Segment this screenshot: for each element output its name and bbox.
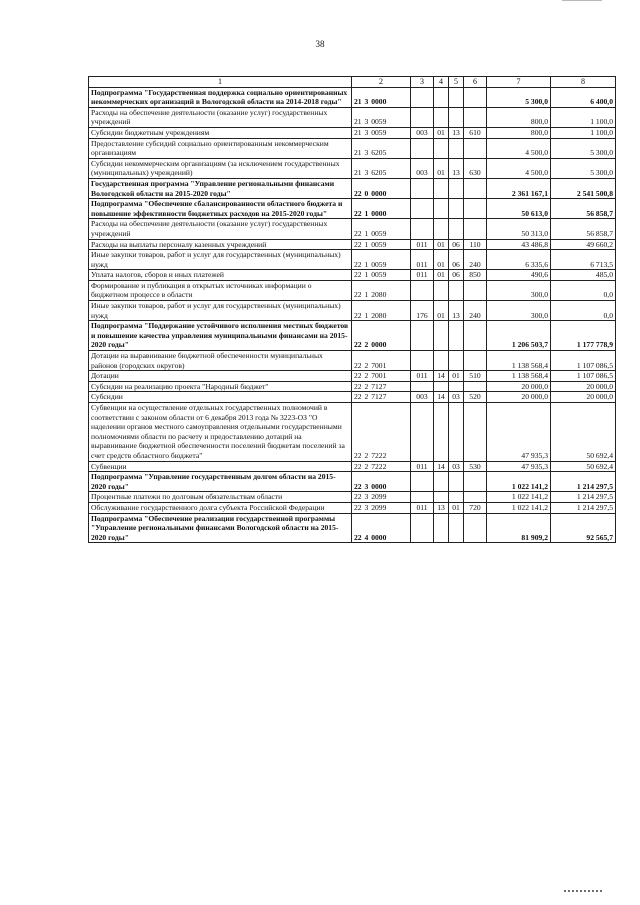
amount-2018-cell: 1 214 297,5 [551,502,616,513]
amount-2018-cell: 56 858,7 [551,199,616,219]
department-code-cell [411,492,434,503]
amount-2018-cell: 5 300,0 [551,138,616,158]
table-row [89,381,616,392]
amount-2018-cell: 1 177 778,9 [551,321,616,351]
column-header: 2 [352,77,411,88]
table-row [89,138,616,158]
amount-2017-cell: 800,0 [487,107,551,127]
expense-type-cell [464,199,487,219]
row-name-cell: Иные закупки товаров, работ и услуг для государственных (муниципальных) нужд [89,250,352,270]
amount-2018-cell: 49 660,2 [551,239,616,250]
expense-type-cell [464,280,487,300]
subsection-code-cell: 13 [449,127,464,138]
row-name-cell: Подпрограмма "Поддержание устойчивого исполнения местных бюджетов и повышение качества управления муниципальными финансами на 2015-2020 годы" [89,321,352,351]
row-name-cell: Иные закупки товаров, работ и услуг для государственных (муниципальных) нужд [89,301,352,321]
table-row [89,513,616,543]
department-code-cell [411,321,434,351]
amount-2018-cell: 0,0 [551,301,616,321]
column-header: 1 [89,77,352,88]
subsection-code-cell: 06 [449,239,464,250]
subsection-code-cell [449,513,464,543]
amount-2018-cell: 1 214 297,5 [551,472,616,492]
section-code-cell [434,492,449,503]
department-code-cell [411,87,434,107]
amount-2017-cell: 300,0 [487,280,551,300]
amount-2017-cell: 300,0 [487,301,551,321]
amount-2017-cell: 50 313,0 [487,219,551,239]
subsection-code-cell [449,107,464,127]
subsection-code-cell [449,492,464,503]
expense-type-cell [464,472,487,492]
section-code-cell: 01 [434,250,449,270]
expense-type-cell [464,178,487,198]
section-code-cell [434,472,449,492]
amount-2018-cell: 20 000,0 [551,392,616,403]
amount-2018-cell: 6 713,5 [551,250,616,270]
target-code-cell: 22 3 2099 [352,492,411,503]
target-code-cell: 22 2 0000 [352,321,411,351]
target-code-cell: 22 2 7127 [352,381,411,392]
section-code-cell [434,403,449,462]
target-code-cell: 22 3 0000 [352,472,411,492]
department-code-cell [411,138,434,158]
table-row [89,158,616,178]
amount-2017-cell: 50 613,0 [487,199,551,219]
row-name-cell: Субсидии бюджетным учреждениям [89,127,352,138]
expense-type-cell [464,219,487,239]
section-code-cell: 01 [434,158,449,178]
amount-2017-cell: 47 935,3 [487,403,551,462]
amount-2018-cell: 50 692,4 [551,461,616,472]
row-name-cell: Формирование и публикация в открытых источниках информации о бюджетном процессе в области [89,280,352,300]
target-code-cell: 22 0 0000 [352,178,411,198]
department-code-cell [411,280,434,300]
table-row [89,127,616,138]
table-row [89,270,616,281]
subsection-code-cell [449,280,464,300]
department-code-cell: 011 [411,461,434,472]
expense-type-cell: 610 [464,127,487,138]
section-code-cell [434,199,449,219]
department-code-cell: 011 [411,502,434,513]
subsection-code-cell: 06 [449,270,464,281]
subsection-code-cell [449,321,464,351]
target-code-cell: 21 3 6205 [352,158,411,178]
expense-type-cell [464,492,487,503]
expense-type-cell: 110 [464,239,487,250]
subsection-code-cell: 13 [449,158,464,178]
table-row [89,403,616,462]
section-code-cell: 14 [434,461,449,472]
section-code-cell [434,351,449,371]
amount-2017-cell: 1 022 141,2 [487,492,551,503]
target-code-cell: 22 1 2080 [352,280,411,300]
row-name-cell: Государственная программа "Управление региональными финансами Вологодской области на 2015-2020 годы" [89,178,352,198]
target-code-cell: 22 2 7127 [352,392,411,403]
table-row [89,107,616,127]
column-header: 5 [449,77,464,88]
target-code-cell: 22 1 0059 [352,219,411,239]
column-header: 8 [551,77,616,88]
column-number-row [89,77,616,88]
row-name-cell: Процентные платежи по долговым обязательствам области [89,492,352,503]
department-code-cell [411,472,434,492]
row-name-cell: Субсидии на реализацию проекта "Народный бюджет" [89,381,352,392]
table-row [89,371,616,382]
table-row [89,492,616,503]
section-code-cell [434,178,449,198]
table-row [89,280,616,300]
subsection-code-cell: 01 [449,502,464,513]
row-name-cell: Дотации на выравнивание бюджетной обеспеченности муниципальных районов (городских округов) [89,351,352,371]
row-name-cell: Подпрограмма "Обеспечение сбалансированности областного бюджета и повышение эффективности бюджетных расходов на 2015-2020 годы" [89,199,352,219]
amount-2018-cell: 1 100,0 [551,107,616,127]
amount-2018-cell: 1 100,0 [551,127,616,138]
subsection-code-cell [449,178,464,198]
amount-2018-cell: 6 400,0 [551,87,616,107]
department-code-cell: 011 [411,250,434,270]
scan-mark-bottom [564,890,602,895]
amount-2017-cell: 4 500,0 [487,138,551,158]
target-code-cell: 22 3 2099 [352,502,411,513]
row-name-cell: Уплата налогов, сборов и иных платежей [89,270,352,281]
section-code-cell [434,219,449,239]
column-header: 7 [487,77,551,88]
subsection-code-cell [449,351,464,371]
department-code-cell: 011 [411,371,434,382]
section-code-cell [434,513,449,543]
amount-2017-cell: 5 300,0 [487,87,551,107]
amount-2018-cell: 1 214 297,5 [551,492,616,503]
target-code-cell: 22 1 0059 [352,239,411,250]
row-name-cell: Расходы на обеспечение деятельности (оказание услуг) государственных учреждений [89,107,352,127]
column-header: 4 [434,77,449,88]
expense-type-cell: 850 [464,270,487,281]
expense-type-cell: 530 [464,461,487,472]
target-code-cell: 22 2 7001 [352,371,411,382]
row-name-cell: Субвенции [89,461,352,472]
target-code-cell: 21 3 0000 [352,87,411,107]
table-row [89,250,616,270]
amount-2017-cell: 43 486,8 [487,239,551,250]
department-code-cell: 003 [411,392,434,403]
expense-type-cell: 240 [464,250,487,270]
amount-2018-cell: 56 858,7 [551,219,616,239]
target-code-cell: 22 4 0000 [352,513,411,543]
subsection-code-cell: 03 [449,392,464,403]
table-row [89,219,616,239]
subsection-code-cell: 06 [449,250,464,270]
expense-type-cell: 630 [464,158,487,178]
expense-type-cell: 510 [464,371,487,382]
row-name-cell: Субсидии [89,392,352,403]
amount-2017-cell: 1 022 141,2 [487,472,551,492]
amount-2018-cell: 1 107 086,5 [551,371,616,382]
target-code-cell: 21 3 0059 [352,107,411,127]
table-row [89,239,616,250]
amount-2018-cell: 1 107 086,5 [551,351,616,371]
expense-type-cell [464,403,487,462]
subsection-code-cell [449,381,464,392]
target-code-cell: 21 3 0059 [352,127,411,138]
section-code-cell [434,107,449,127]
amount-2017-cell: 1 138 568,4 [487,371,551,382]
amount-2017-cell: 1 206 503,7 [487,321,551,351]
amount-2017-cell: 81 909,2 [487,513,551,543]
row-name-cell: Дотации [89,371,352,382]
row-name-cell: Обслуживание государственного долга субъекта Российской Федерации [89,502,352,513]
department-code-cell [411,403,434,462]
expense-type-cell: 720 [464,502,487,513]
target-code-cell: 22 2 7222 [352,403,411,462]
column-header: 3 [411,77,434,88]
section-code-cell: 01 [434,270,449,281]
column-header: 6 [464,77,487,88]
department-code-cell: 176 [411,301,434,321]
row-name-cell: Подпрограмма "Обеспечение реализации государственной программы "Управление региональными финансами Вологодской области на 2015-2020 годы" [89,513,352,543]
amount-2017-cell: 4 500,0 [487,158,551,178]
target-code-cell: 22 1 0059 [352,270,411,281]
row-name-cell: Подпрограмма "Государственная поддержка социально ориентированных некоммерческих организаций в Вологодской области на 2014-2018 годы" [89,87,352,107]
section-code-cell [434,381,449,392]
department-code-cell [411,381,434,392]
table-row [89,178,616,198]
subsection-code-cell [449,219,464,239]
expense-type-cell: 240 [464,301,487,321]
department-code-cell [411,513,434,543]
subsection-code-cell [449,403,464,462]
section-code-cell: 13 [434,502,449,513]
amount-2018-cell: 92 565,7 [551,513,616,543]
amount-2018-cell: 50 692,4 [551,403,616,462]
section-code-cell: 14 [434,392,449,403]
table-row [89,351,616,371]
expense-type-cell [464,381,487,392]
row-name-cell: Предоставление субсидий социально ориентированным некоммерческим организациям [89,138,352,158]
expense-type-cell [464,513,487,543]
department-code-cell [411,107,434,127]
subsection-code-cell [449,472,464,492]
table-row [89,502,616,513]
section-code-cell [434,87,449,107]
row-name-cell: Расходы на выплаты персоналу казенных учреждений [89,239,352,250]
expense-type-cell [464,107,487,127]
amount-2017-cell: 1 138 568,4 [487,351,551,371]
amount-2018-cell: 2 541 500,8 [551,178,616,198]
target-code-cell: 22 1 0059 [352,250,411,270]
row-name-cell: Подпрограмма "Управление государственным долгом области на 2015-2020 годы" [89,472,352,492]
subsection-code-cell [449,87,464,107]
section-code-cell: 01 [434,301,449,321]
amount-2017-cell: 490,6 [487,270,551,281]
section-code-cell [434,280,449,300]
row-name-cell: Субсидии некоммерческим организациям (за исключением государственных (муниципальных) учреждений) [89,158,352,178]
expense-type-cell [464,138,487,158]
department-code-cell: 003 [411,158,434,178]
target-code-cell: 21 3 6205 [352,138,411,158]
amount-2017-cell: 800,0 [487,127,551,138]
table-row [89,87,616,107]
subsection-code-cell: 01 [449,371,464,382]
department-code-cell: 003 [411,127,434,138]
section-code-cell [434,321,449,351]
amount-2017-cell: 20 000,0 [487,381,551,392]
expense-type-cell [464,87,487,107]
row-name-cell: Расходы на обеспечение деятельности (оказание услуг) государственных учреждений [89,219,352,239]
amount-2018-cell: 5 300,0 [551,158,616,178]
table-row [89,461,616,472]
table-row [89,392,616,403]
expense-type-cell [464,321,487,351]
section-code-cell [434,138,449,158]
amount-2017-cell: 1 022 141,2 [487,502,551,513]
department-code-cell [411,351,434,371]
section-code-cell: 14 [434,371,449,382]
department-code-cell: 011 [411,270,434,281]
department-code-cell [411,199,434,219]
department-code-cell [411,178,434,198]
amount-2017-cell: 2 361 167,1 [487,178,551,198]
table-row [89,472,616,492]
target-code-cell: 22 2 7001 [352,351,411,371]
amount-2017-cell: 6 335,6 [487,250,551,270]
table-row [89,199,616,219]
subsection-code-cell [449,199,464,219]
target-code-cell: 22 2 7222 [352,461,411,472]
expense-type-cell: 520 [464,392,487,403]
expense-type-cell [464,351,487,371]
table-row [89,321,616,351]
subsection-code-cell [449,138,464,158]
department-code-cell: 011 [411,239,434,250]
amount-2017-cell: 47 935,3 [487,461,551,472]
table-row [89,301,616,321]
section-code-cell: 01 [434,127,449,138]
subsection-code-cell: 03 [449,461,464,472]
page-number: 38 [315,39,325,49]
amount-2018-cell: 20 000,0 [551,381,616,392]
scan-mark-top [562,0,602,3]
row-name-cell: Субвенции на осуществление отдельных государственных полномочий в соответствии с законом области от 6 декабря 2013 года № 3223-ОЗ "О наделении органов местного самоуправления отдельными государственными полномочиями области по расчету и предоставлению дотаций на выравнивание бюджетной обеспеченности поселений бюджетам поселений за счет средств областного бюджета" [89,403,352,462]
amount-2018-cell: 485,0 [551,270,616,281]
target-code-cell: 22 1 2080 [352,301,411,321]
amount-2017-cell: 20 000,0 [487,392,551,403]
budget-table [88,76,616,543]
amount-2018-cell: 0,0 [551,280,616,300]
section-code-cell: 01 [434,239,449,250]
target-code-cell: 22 1 0000 [352,199,411,219]
department-code-cell [411,219,434,239]
subsection-code-cell: 13 [449,301,464,321]
